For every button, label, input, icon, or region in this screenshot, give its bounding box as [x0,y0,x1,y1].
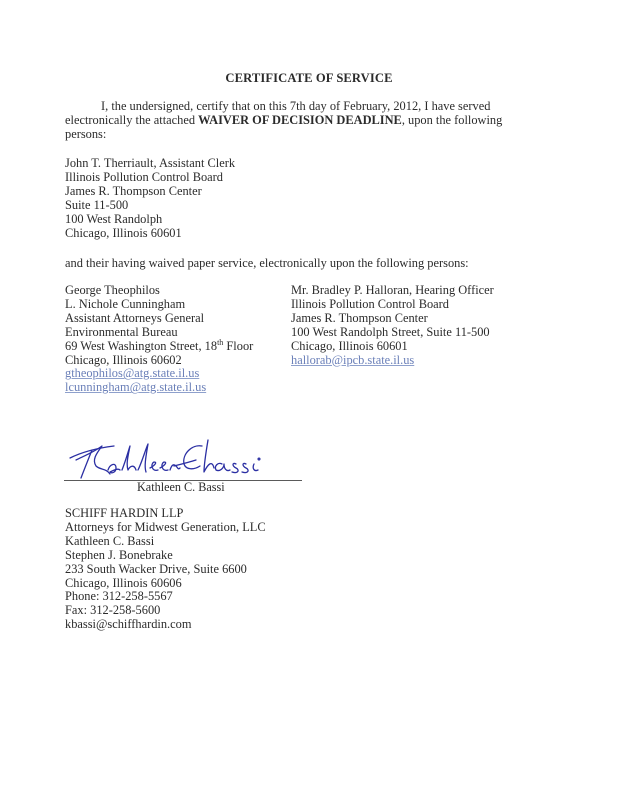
address-line: Chicago, Illinois 60601 [65,225,182,240]
certification-paragraph [65,100,525,142]
recipient-line: Environmental Bureau [65,324,178,339]
email-link-halloran[interactable]: hallorab@ipcb.state.il.us [291,352,415,367]
signatory-name: Kathleen C. Bassi [137,480,225,494]
recipient-line: Illinois Pollution Control Board [291,296,449,311]
ordinal-suffix: th [217,337,224,347]
recipient-line: 100 West Randolph Street, Suite 11-500 [291,324,490,339]
address-line: 100 West Randolph [65,211,163,226]
handwritten-signature [62,430,312,485]
certification-text-end: , upon the following persons: [65,112,503,141]
recipient-line: Mr. Bradley P. Halloran, Hearing Officer [291,283,494,297]
address-line: Suite 11-500 [65,197,129,212]
address-line: James R. Thompson Center [65,183,202,198]
city-line: Chicago, Illinois 60602 [65,352,182,367]
firm-fax: Fax: 312-258-5600 [65,603,161,618]
street-address [65,337,254,354]
street-floor: Floor [223,338,254,353]
address-line: Illinois Pollution Control Board [65,169,223,184]
street-text: 69 West Washington Street, 18 [65,338,218,353]
email-link-cunningham[interactable]: lcunningham@atg.state.il.us [65,380,207,395]
firm-line: Stephen J. Bonebrake [65,547,173,562]
firm-phone: Phone: 312-258-5567 [65,589,173,604]
document-name: WAIVER OF DECISION DEADLINE [198,112,402,127]
firm-line: Chicago, Illinois 60606 [65,575,182,590]
recipient-line: Chicago, Illinois 60601 [291,338,408,353]
waived-service-text: and their having waived paper service, electronically upon the following persons: [65,256,469,270]
recipient-line: L. Nichole Cunningham [65,296,186,311]
signature-block [62,430,312,494]
recipient-line: James R. Thompson Center [291,310,428,325]
recipient-line: Assistant Attorneys General [65,310,205,325]
firm-line: Kathleen C. Bassi [65,533,155,548]
certification-text-start: I, the undersigned, certify that on this 7th day of February, 2012, I have served electronically the attached [65,99,491,127]
clerk-address-block [65,157,235,240]
firm-line: SCHIFF HARDIN LLP [65,506,184,520]
firm-email: kbassi@schiffhardin.com [65,617,192,632]
recipient-line: George Theophilos [65,283,160,297]
firm-line: 233 South Wacker Drive, Suite 6600 [65,561,247,576]
email-link-theophilos[interactable]: gtheophilos@atg.state.il.us [65,366,200,381]
document-title: CERTIFICATE OF SERVICE [225,71,393,85]
firm-contact-block [65,507,266,632]
left-recipients-block [65,284,253,395]
address-line: John T. Therriault, Assistant Clerk [65,156,236,170]
firm-line: Attorneys for Midwest Generation, LLC [65,519,266,534]
right-recipients-block [291,284,494,367]
